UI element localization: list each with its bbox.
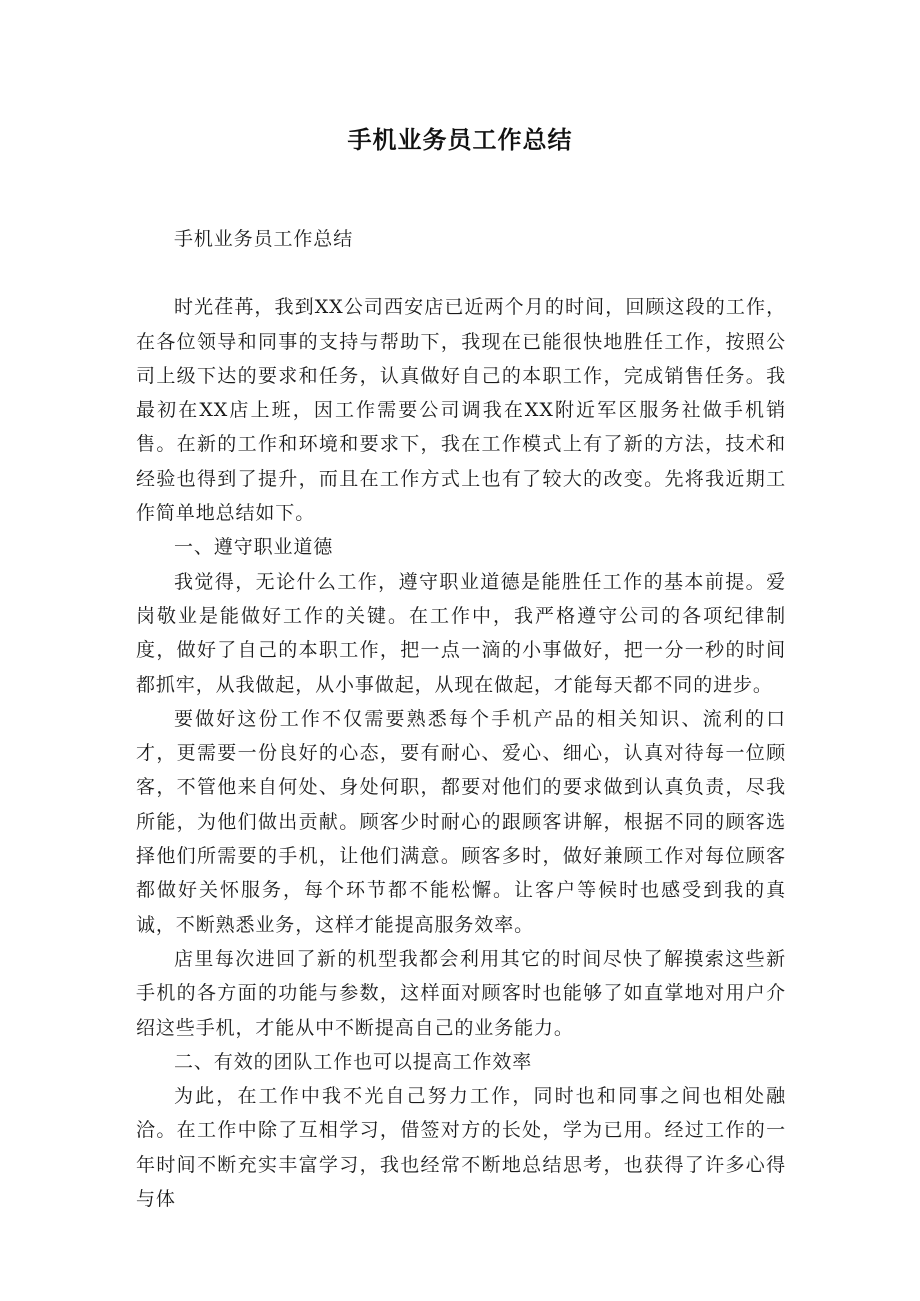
paragraph-new-models: 店里每次进回了新的机型我都会利用其它的时间尽快了解摸索这些新手机的各方面的功能与参数，这样面对顾客时也能够了如直掌地对用户介绍这些手机，才能从中不断提高自己的业务能力。 bbox=[136, 947, 786, 1039]
document-subtitle: 手机业务员工作总结 bbox=[174, 228, 354, 250]
document-body bbox=[136, 222, 786, 1216]
document-title: 手机业务员工作总结 bbox=[347, 126, 573, 154]
paragraph-intro: 时光荏苒，我到XX公司西安店已近两个月的时间，回顾这段的工作，在各位领导和同事的支持与帮助下，我现在已能很快地胜任工作，按照公司上级下达的要求和任务，认真做好自己的本职工作，完成销售任务。我最初在XX店上班，因工作需要公司调我在XX附近军区服务社做手机销售。在新的工作和环境和要求下，我在工作模式上有了新的方法，技术和经验也得到了提升，而且在工作方式上也有了较大的改变。先将我近期工作简单地总结如下。 bbox=[136, 296, 786, 525]
paragraph-service: 要做好这份工作不仅需要熟悉每个手机产品的相关知识、流利的口才，更需要一份良好的心态，要有耐心、爱心、细心，认真对待每一位顾客，不管他来自何处、身处何职，都要对他们的要求做到认真负责，尽我所能，为他们做出贡献。顾客少时耐心的跟顾客讲解，根据不同的顾客选择他们所需要的手机，让他们满意。顾客多时，做好兼顾工作对每位顾客都做好关怀服务，每个环节都不能松懈。让客户等候时也感受到我的真诚，不断熟悉业务，这样才能提高服务效率。 bbox=[136, 707, 786, 936]
paragraph-ethics: 我觉得，无论什么工作，遵守职业道德是能胜任工作的基本前提。爱岗敬业是能做好工作的关键。在工作中，我严格遵守公司的各项纪律制度，做好了自己的本职工作，把一点一滴的小事做好，把一分一秒的时间都抓牢，从我做起，从小事做起，从现在做起，才能每天都不同的进步。 bbox=[136, 570, 786, 696]
paragraph-teamwork: 为此，在工作中我不光自己努力工作，同时也和同事之间也相处融洽。在工作中除了互相学习，借签对方的长处，学为已用。经过工作的一年时间不断充实丰富学习，我也经常不断地总结思考，也获得了许多心得与体 bbox=[136, 1085, 786, 1211]
section-heading-2: 二、有效的团队工作也可以提高工作效率 bbox=[174, 1050, 533, 1073]
section-heading-1: 一、遵守职业道德 bbox=[174, 536, 334, 559]
